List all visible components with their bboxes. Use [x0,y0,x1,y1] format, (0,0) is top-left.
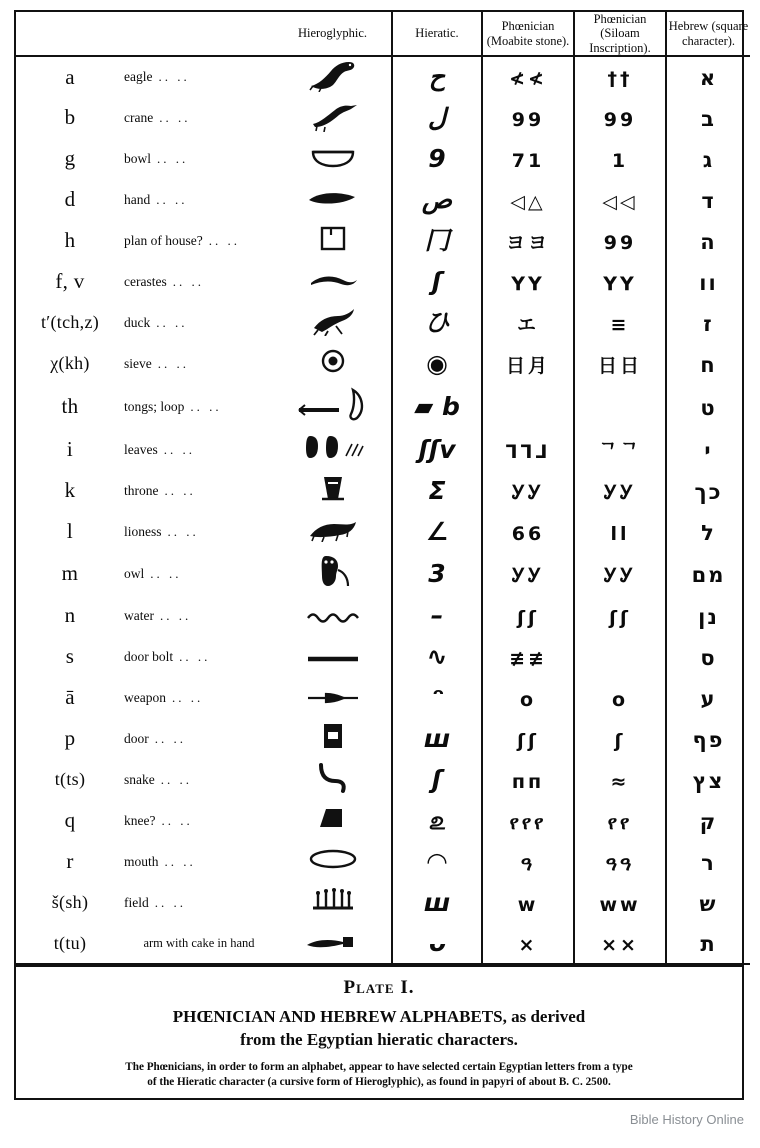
leader-dots: .. .. [190,398,222,414]
row-hebrew: ה [700,229,717,254]
bowl-glyph [307,144,359,172]
door-bolt-glyph [304,644,362,669]
row-siloam: ᎩᎩ [574,552,666,595]
row-siloam: 日日 [574,343,666,384]
row-hieroglyphic [274,882,392,923]
row-letter: a [65,64,75,89]
row-moabite [482,384,574,429]
row-moabite: ≢≢ [509,647,547,670]
row-hieroglyphic [274,220,392,261]
row-letter: ā [65,685,75,710]
row-name: owl .. .. [124,565,182,581]
leader-dots: .. .. [208,232,240,248]
plate-number: Plate I. [343,977,415,999]
row-hieratic: ʃ [392,261,482,302]
caption-block [16,965,742,1099]
row-hebrew: וו [699,270,718,295]
row-moabite: ዓ [520,852,536,875]
leaves-glyph [300,430,366,468]
row-siloam: 99 [574,97,666,138]
leader-dots: .. .. [164,482,196,498]
credit-watermark: Bible History Online [629,1112,744,1127]
row-hieroglyphic [274,636,392,677]
row-hieroglyphic [274,759,392,800]
row-hebrew: פף [692,727,725,752]
throne-glyph [316,473,350,507]
leader-dots: .. .. [160,771,192,787]
row-hieroglyphic [274,552,392,595]
row-letter: m [61,561,79,586]
row-siloam: ww [574,882,666,923]
row-hieroglyphic [274,429,392,470]
row-name: crane .. .. [124,109,191,125]
row-moabite: 99 [511,108,545,131]
leader-dots: .. .. [163,441,195,457]
row-letter: q [64,808,76,833]
row-hieratic: ◉ [392,343,482,384]
row-name: bowl .. .. [124,150,189,166]
row-hieratic: Ʃ [392,470,482,511]
row-hebrew: ד [701,188,716,213]
water-glyph [304,603,362,628]
row-moabite: ʃʃ [517,606,539,629]
row-siloam: o [574,677,666,718]
table-row [16,718,750,759]
row-moabite: ◁△ [510,190,546,213]
table-row [16,636,750,677]
leader-dots: .. .. [157,150,189,166]
row-siloam: 99 [574,220,666,261]
leader-dots: .. .. [150,565,182,581]
row-name: lioness .. .. [124,523,199,539]
row-letter: b [64,105,76,130]
row-hebrew: ט [700,395,717,420]
row-moabite: ᒣᒣᒧ [505,440,551,463]
row-letter: h [64,228,76,253]
leader-dots: .. .. [154,730,186,746]
leader-dots: .. .. [172,273,204,289]
crane-glyph [307,98,359,136]
table-row [16,261,750,302]
row-moabite: ʃʃ [517,729,539,752]
row-hieratic: 冂 [392,220,482,261]
row-siloam: ≈ [574,759,666,800]
row-siloam: የየ [574,800,666,841]
house-plan-glyph [318,224,348,256]
row-letter: g [64,146,76,171]
row-hieroglyphic [274,302,392,343]
row-hebrew: ש [699,891,718,916]
row-hieroglyphic [274,718,392,759]
row-hieroglyphic [274,511,392,552]
row-hieratic: 3 [392,552,482,595]
table-row [16,220,750,261]
col-header-hebrew: Hebrew (square character). [666,12,750,56]
row-moabite: ヨヨ [505,231,550,254]
leader-dots: .. .. [157,355,189,371]
caption-title-line1: PHŒNICIAN AND HEBREW ALPHABETS, as derived [172,1007,586,1027]
row-hieratic: ʃʃv [392,429,482,470]
row-moabite: ᴨᴨ [511,770,545,793]
row-name: hand .. .. [124,191,188,207]
col-header-name [124,12,274,56]
table-row [16,56,750,97]
row-siloam [574,384,666,429]
col-header-letter [16,12,124,56]
row-hieratic: ح [392,56,482,97]
row-hebrew: י [704,438,713,463]
plate-frame [14,10,749,1100]
hand-glyph [305,187,361,212]
row-hieratic: ш [392,882,482,923]
table-row [16,882,750,923]
row-hieroglyphic [274,923,392,964]
row-letter: f, v [55,269,85,294]
row-letter: i [66,437,74,462]
leader-dots: .. .. [156,191,188,207]
leader-dots: .. .. [158,69,190,85]
row-hebrew: ח [700,352,717,377]
table-row [16,97,750,138]
row-name: door .. .. [124,730,186,746]
row-siloam: †† [574,56,666,97]
arm-cake-glyph [303,930,363,955]
row-moabite: 71 [511,149,545,172]
row-moabite: o [519,688,537,711]
row-moabite: × [518,934,538,957]
table-row [16,800,750,841]
leader-dots: .. .. [159,109,191,125]
row-letter: s [65,644,75,669]
row-siloam: ≡ [574,302,666,343]
row-letter: š(sh) [51,892,89,913]
mouth-glyph [306,848,360,874]
table-row [16,384,750,429]
duck-glyph [306,304,360,340]
row-name: duck .. .. [124,314,188,330]
col-header-hieratic: Hieratic. [392,12,482,56]
row-name: knee? .. .. [124,812,193,828]
row-name: weapon .. .. [124,689,204,705]
table-row [16,552,750,595]
row-letter: k [64,478,76,503]
row-name: water .. .. [124,607,192,623]
col-header-siloam: Phœnician (Siloam Inscription). [574,12,666,56]
row-name: cerastes .. .. [124,273,204,289]
snake-glyph [313,759,353,799]
owl-glyph [310,552,356,594]
table-row [16,759,750,800]
row-siloam: ΥΥ [574,261,666,302]
field-glyph [309,886,357,918]
alphabet-table [16,12,750,965]
caption-title-line2: from the Egyptian hieratic characters. [240,1030,518,1050]
row-moabite: エ [516,313,539,336]
row-hieroglyphic [274,56,392,97]
row-hebrew: כך [694,479,723,504]
table-row [16,470,750,511]
row-hieroglyphic [274,261,392,302]
row-hieratic: ௨ [392,800,482,841]
row-hieratic: ʃ [392,759,482,800]
row-siloam: ᄀᄀ [574,429,666,470]
leader-dots: .. .. [159,607,192,623]
row-hebrew: ז [703,311,714,336]
caption-note-line1: The Phœnicians, in order to form an alphabet, appear to have selected certain Egyptian letters from a type [125,1061,633,1073]
row-hieroglyphic [274,97,392,138]
table-row [16,511,750,552]
row-letter: l [66,519,74,544]
row-hebrew: ס [700,645,717,670]
row-moabite: 日月 [505,354,550,377]
sieve-glyph [318,348,348,378]
table-row [16,343,750,384]
row-letter: n [64,603,76,628]
row-hebrew: ר [701,850,716,875]
row-name: field .. .. [124,894,186,910]
col-header-hieroglyphic: Hieroglyphic. [274,12,392,56]
leader-dots: .. .. [164,853,196,869]
col-header-moabite: Phœnician (Moabite stone). [482,12,574,56]
row-moabite: ΥΥ [511,272,545,295]
row-hieroglyphic [274,384,392,429]
table-row [16,138,750,179]
row-hieratic: ᵔ [392,677,482,718]
row-hieroglyphic [274,595,392,636]
row-letter: r [66,849,74,874]
row-hieratic: ᴗ [392,923,482,964]
row-siloam: ዓዓ [574,841,666,882]
table-header [16,12,750,56]
row-hieroglyphic [274,343,392,384]
row-hieratic: ∿ [392,636,482,677]
weapon-glyph [304,685,362,710]
row-letter: t′(tch,z) [40,312,100,333]
row-name: arm with cake in hand [143,936,255,951]
leader-dots: .. .. [167,523,199,539]
row-moabite: የየየ [509,811,547,834]
leader-dots: .. .. [179,648,211,664]
row-hieratic: ل [392,97,482,138]
row-hebrew: ב [701,106,716,131]
row-hebrew: א [699,66,718,91]
row-hebrew: צץ [692,768,725,793]
row-name: snake .. .. [124,771,192,787]
row-hieratic: ص [392,179,482,220]
door-glyph [320,721,346,755]
table-row [16,841,750,882]
table-body [16,56,750,964]
row-hieratic: ∠ [392,511,482,552]
row-hieroglyphic [274,677,392,718]
row-name: throne .. .. [124,482,196,498]
lioness-glyph [304,516,362,546]
row-letter: t(tu) [53,932,87,953]
row-letter: th [61,394,79,419]
tongs-loop-glyph [293,384,373,428]
row-letter: t(ts) [54,769,86,790]
row-siloam: ʃʃ [574,595,666,636]
row-hieratic: ▰ b [392,384,482,429]
row-hieroglyphic [274,841,392,882]
row-name: tongs; loop .. .. [124,398,222,414]
row-name: leaves .. .. [124,441,195,457]
row-hebrew: ק [699,809,718,834]
row-hebrew: ת [700,932,717,957]
table-row [16,677,750,718]
leader-dots: .. .. [171,689,204,705]
row-hieroglyphic [274,470,392,511]
row-moabite: 66 [511,522,545,545]
row-hieratic: – [392,595,482,636]
row-hieratic: ш [392,718,482,759]
row-siloam: 1 [574,138,666,179]
row-letter: p [64,726,76,751]
row-moabite: ᎩᎩ [511,564,545,587]
row-moabite: ≮≮ [509,68,547,91]
row-hieroglyphic [274,800,392,841]
row-hieratic: ◠ [392,841,482,882]
table-row [16,179,750,220]
row-siloam: ◁◁ [574,179,666,220]
table-row [16,302,750,343]
row-hieroglyphic [274,179,392,220]
row-hieratic: 9 [392,138,482,179]
caption-note-line2: of the Hieratic character (a cursive form of Hieroglyphic), as found in papyri of about B. C. 2500. [147,1075,611,1088]
row-hebrew: ע [700,686,717,711]
row-siloam: ᎩᎩ [574,470,666,511]
row-name: eagle .. .. [124,69,190,85]
row-hebrew: ל [701,520,716,545]
row-letter: d [64,187,76,212]
table-row [16,923,750,964]
row-moabite: ᎩᎩ [511,481,545,504]
knee-glyph [316,805,350,835]
row-moabite: w [517,893,539,916]
leader-dots: .. .. [156,314,188,330]
table-row [16,429,750,470]
row-name: door bolt .. .. [124,648,211,664]
eagle-glyph [307,58,359,96]
row-name: plan of house? .. .. [124,232,240,248]
row-hieroglyphic [274,138,392,179]
row-hieratic: ひ [392,302,482,343]
table-row [16,595,750,636]
row-hebrew: מם [691,562,726,587]
row-name: mouth .. .. [124,853,196,869]
row-hebrew: ג [702,147,715,172]
row-letter: χ(kh) [50,353,90,374]
row-siloam: ʃ [574,718,666,759]
row-hebrew: נן [698,604,719,629]
leader-dots: .. .. [161,812,193,828]
cerastes-glyph [305,269,361,294]
row-siloam: ll [574,511,666,552]
row-siloam: ×× [574,923,666,964]
row-name: sieve .. .. [124,355,189,371]
row-siloam [574,636,666,677]
leader-dots: .. .. [154,894,186,910]
